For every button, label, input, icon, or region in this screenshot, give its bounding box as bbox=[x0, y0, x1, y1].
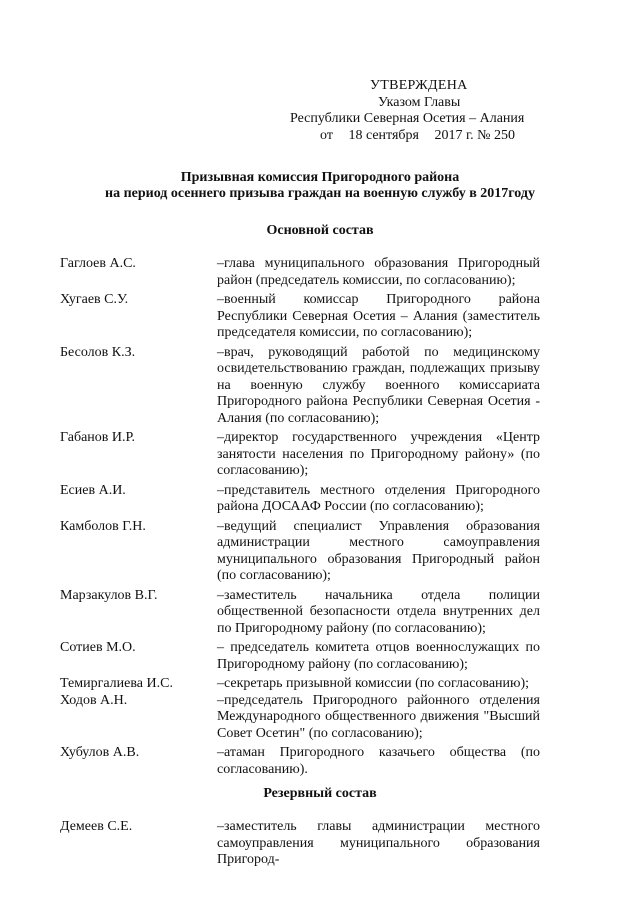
member-role: –заместитель главы администрации местного самоуправления муниципального образования Пригород- bbox=[217, 819, 540, 867]
member-role: –атаман Пригородного казачьего общества (по согласованию). bbox=[217, 745, 540, 777]
member-name: Марзакулов В.Г. bbox=[60, 587, 158, 603]
member-role: –ведущий специалист Управления образования администрации местного самоуправления муниципального образования Пригородный район (по согласованию); bbox=[217, 518, 540, 583]
member-name: Бесолов К.З. bbox=[60, 344, 136, 360]
approval-decree: Указом Главы bbox=[378, 94, 461, 110]
title-line-1: Призывная комиссия Пригородного района bbox=[180, 170, 460, 185]
member-row bbox=[60, 676, 540, 693]
member-row bbox=[60, 292, 540, 342]
member-name: Ходов А.Н. bbox=[60, 692, 128, 708]
member-role: –заместитель начальника отдела полиции общественной безопасности отдела внутренних дел по Пригородному району (по согласованию); bbox=[217, 587, 540, 636]
member-row bbox=[60, 693, 540, 743]
member-name: Хубулов А.В. bbox=[60, 745, 140, 760]
member-row bbox=[60, 483, 540, 516]
main-section-heading: Основной состав bbox=[266, 223, 374, 238]
title-line-2: на период осеннего призыва граждан на военную службу в 2017году bbox=[105, 186, 535, 201]
approval-date-prefix: от bbox=[320, 127, 333, 143]
member-row bbox=[60, 430, 540, 480]
member-role: –военный комиссар Пригородного района Республики Северная Осетия – Алания (заместитель председателя комиссии, по согласованию); bbox=[217, 292, 540, 340]
member-row bbox=[60, 819, 540, 869]
approval-republic: Республики Северная Осетия – Алания bbox=[290, 111, 525, 126]
member-row bbox=[60, 745, 540, 778]
member-row bbox=[60, 519, 540, 585]
approval-title: УТВЕРЖДЕНА bbox=[370, 78, 468, 93]
member-name: Есиев А.И. bbox=[60, 482, 126, 498]
member-row bbox=[60, 345, 540, 428]
member-name: Темиргалиева И.С. bbox=[60, 676, 173, 691]
member-row bbox=[60, 256, 540, 289]
approval-date: 18 сентября bbox=[348, 127, 419, 143]
approval-date-line bbox=[290, 128, 550, 145]
document-title bbox=[40, 170, 600, 202]
main-members-list bbox=[60, 256, 540, 781]
member-name: Демеев С.Е. bbox=[60, 819, 133, 834]
reserve-section-heading: Резервный состав bbox=[263, 786, 377, 801]
member-row bbox=[60, 640, 540, 673]
member-role: –председатель Пригородного районного отделения Международного общественного движения "Высший Совет Осетин" (по согласованию); bbox=[217, 692, 540, 741]
member-role: – председатель комитета отцов военнослужащих по Пригородному району (по согласованию); bbox=[217, 640, 540, 672]
member-role: –директор государственного учреждения «Центр занятости населения по Пригородному району» (по согласованию); bbox=[217, 430, 540, 478]
reserve-members-list bbox=[60, 819, 540, 872]
member-name: Габанов И.Р. bbox=[60, 430, 136, 445]
approval-stamp bbox=[290, 78, 550, 144]
member-name: Гаглоев А.С. bbox=[60, 256, 136, 271]
member-role: –представитель местного отделения Пригородного района ДОСААФ России (по согласованию); bbox=[217, 482, 540, 514]
member-role: –секретарь призывной комиссии (по согласованию); bbox=[217, 676, 530, 691]
member-name: Сотиев М.О. bbox=[60, 640, 136, 655]
member-role: –глава муниципального образования Пригородный район (председатель комиссии, по согласованию); bbox=[217, 256, 540, 288]
approval-number: 2017 г. № 250 bbox=[434, 127, 515, 143]
member-row bbox=[60, 588, 540, 638]
member-name: Хугаев С.У. bbox=[60, 292, 129, 307]
member-name: Камболов Г.Н. bbox=[60, 518, 146, 534]
member-role: –врач, руководящий работой по медицинскому освидетельствованию граждан, подлежащих призыву на военную службу военного комиссариата Пригородного района Республики Северная Осетия - Алания (по согласованию); bbox=[217, 344, 540, 426]
